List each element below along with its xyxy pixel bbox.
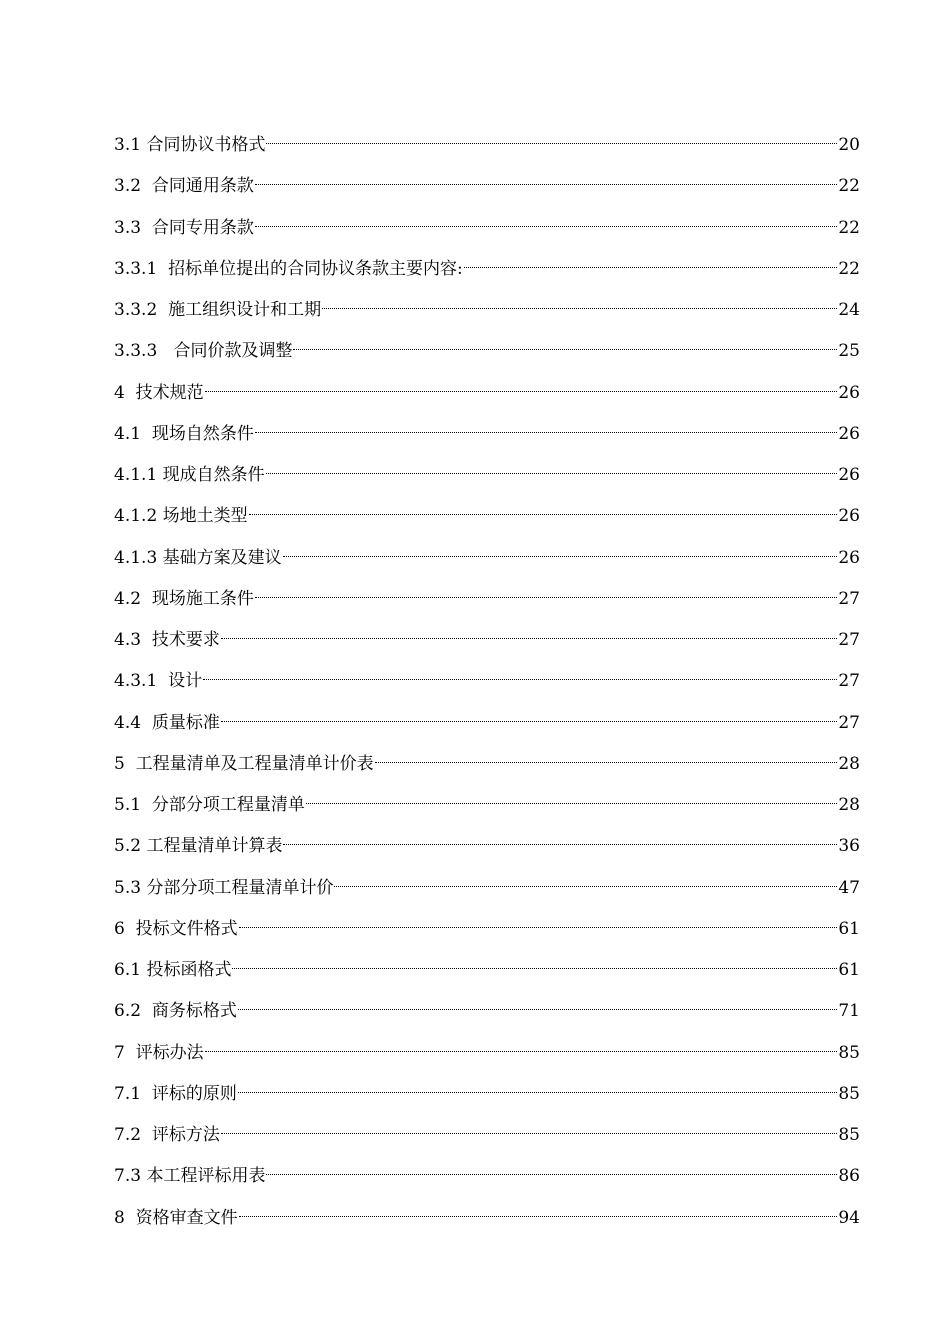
toc-dot-leader <box>266 1155 837 1181</box>
toc-entry-title: 6 投标文件格式 <box>114 918 238 939</box>
toc-entry-title: 3.2 合同通用条款 <box>114 176 254 197</box>
toc-entry-title: 4.1.2 场地土类型 <box>114 506 248 527</box>
toc-entry-page-number: 22 <box>838 217 860 238</box>
toc-entry-title: 4 技术规范 <box>114 382 204 403</box>
toc-entry[interactable] <box>114 784 860 825</box>
toc-entry[interactable] <box>114 454 860 495</box>
toc-dot-leader <box>239 1197 838 1223</box>
toc-entry[interactable] <box>114 207 860 248</box>
toc-entry[interactable] <box>114 1114 860 1155</box>
toc-entry[interactable] <box>114 867 860 908</box>
toc-dot-leader <box>306 784 838 810</box>
toc-entry-page-number: 28 <box>838 795 860 815</box>
toc-entry-title: 4.4 质量标准 <box>114 712 220 733</box>
toc-entry-page-number: 27 <box>838 588 860 609</box>
toc-entry[interactable] <box>114 1155 860 1196</box>
toc-entry-title: 5.2 工程量清单计算表 <box>114 836 283 857</box>
toc-dot-leader <box>232 949 837 975</box>
toc-entry-page-number: 20 <box>838 135 860 155</box>
toc-entry[interactable] <box>114 702 860 743</box>
toc-entry-title: 3.3.1 招标单位提出的合同协议条款主要内容: <box>114 258 463 279</box>
toc-dot-leader <box>283 825 837 851</box>
toc-entry-page-number: 26 <box>838 423 860 444</box>
toc-entry-page-number: 27 <box>838 671 860 692</box>
toc-dot-leader <box>249 495 838 521</box>
toc-entry-page-number: 94 <box>838 1207 860 1228</box>
toc-dot-leader <box>375 743 838 769</box>
toc-entry-title: 8 资格审查文件 <box>114 1207 238 1228</box>
toc-entry[interactable] <box>114 413 860 454</box>
toc-entry[interactable] <box>114 743 860 784</box>
toc-dot-leader <box>266 124 837 150</box>
toc-entry-title: 7.3 本工程评标用表 <box>114 1166 266 1187</box>
toc-entry-title: 4.1 现场自然条件 <box>114 423 254 444</box>
toc-entry-title: 4.3 技术要求 <box>114 630 220 650</box>
toc-entry-page-number: 36 <box>838 836 860 857</box>
toc-dot-leader <box>266 454 838 480</box>
toc-entry-title: 4.1.1 现成自然条件 <box>114 465 265 485</box>
toc-entry-title: 3.1 合同协议书格式 <box>114 135 266 155</box>
toc-dot-leader <box>283 537 838 563</box>
toc-entry-page-number: 24 <box>838 300 860 320</box>
toc-dot-leader <box>255 413 838 439</box>
toc-dot-leader <box>221 619 838 645</box>
toc-entry-page-number: 28 <box>838 753 860 774</box>
toc-entry[interactable] <box>114 990 860 1031</box>
toc-entry-page-number: 25 <box>838 341 860 362</box>
toc-entry[interactable] <box>114 248 860 289</box>
toc-entry-page-number: 86 <box>838 1166 860 1187</box>
toc-entry[interactable] <box>114 495 860 536</box>
toc-dot-leader <box>255 207 838 233</box>
toc-entry-page-number: 26 <box>838 382 860 403</box>
toc-dot-leader <box>238 1073 838 1099</box>
toc-dot-leader <box>205 1032 838 1058</box>
toc-dot-leader <box>238 990 838 1016</box>
toc-entry[interactable] <box>114 1197 860 1238</box>
toc-dot-leader <box>221 1114 838 1140</box>
toc-entry-title: 6.1 投标函格式 <box>114 960 232 980</box>
toc-entry[interactable] <box>114 372 860 413</box>
toc-entry-page-number: 85 <box>838 1083 860 1104</box>
toc-entry-page-number: 71 <box>838 1001 860 1022</box>
toc-entry-page-number: 61 <box>838 918 860 939</box>
toc-entry-title: 4.3.1 设计 <box>114 671 203 692</box>
toc-entry-title: 3.3.2 施工组织设计和工期 <box>114 300 322 320</box>
toc-entry-page-number: 26 <box>838 547 860 568</box>
toc-entry[interactable] <box>114 289 860 330</box>
toc-entry[interactable] <box>114 578 860 619</box>
toc-entry[interactable] <box>114 124 860 165</box>
toc-entry-title: 4.1.3 基础方案及建议 <box>114 547 282 568</box>
toc-dot-leader <box>203 660 837 686</box>
toc-entry[interactable] <box>114 949 860 990</box>
toc-entry-title: 5.1 分部分项工程量清单 <box>114 795 305 815</box>
toc-dot-leader <box>221 702 838 728</box>
toc-entry-page-number: 27 <box>838 712 860 733</box>
toc-entry-page-number: 22 <box>838 176 860 197</box>
toc-entry[interactable] <box>114 908 860 949</box>
toc-entry-title: 7 评标办法 <box>114 1042 204 1063</box>
toc-dot-leader <box>334 867 837 893</box>
toc-entry-title: 4.2 现场施工条件 <box>114 588 254 609</box>
toc-entry-page-number: 61 <box>838 960 860 980</box>
toc-entry-page-number: 47 <box>838 877 860 898</box>
toc-entry-title: 7.1 评标的原则 <box>114 1083 237 1104</box>
table-of-contents <box>114 124 860 1238</box>
toc-entry[interactable] <box>114 619 860 660</box>
toc-entry-page-number: 85 <box>838 1042 860 1063</box>
toc-dot-leader <box>239 908 838 934</box>
toc-entry-page-number: 85 <box>838 1125 860 1145</box>
toc-entry-page-number: 22 <box>838 258 860 279</box>
toc-entry[interactable] <box>114 330 860 371</box>
toc-dot-leader <box>255 578 838 604</box>
toc-entry[interactable] <box>114 1073 860 1114</box>
toc-entry-page-number: 26 <box>838 465 860 485</box>
toc-entry-title: 3.3 合同专用条款 <box>114 217 254 238</box>
toc-dot-leader <box>205 372 838 398</box>
toc-entry-title: 3.3.3 合同价款及调整 <box>114 341 293 362</box>
toc-entry[interactable] <box>114 825 860 866</box>
toc-entry[interactable] <box>114 1032 860 1073</box>
toc-entry-page-number: 26 <box>838 506 860 527</box>
toc-entry-title: 6.2 商务标格式 <box>114 1001 237 1022</box>
toc-entry-page-number: 27 <box>838 630 860 650</box>
toc-dot-leader <box>293 330 837 356</box>
toc-entry-title: 5.3 分部分项工程量清单计价 <box>114 877 334 898</box>
toc-entry[interactable] <box>114 165 860 206</box>
toc-dot-leader <box>464 248 838 274</box>
toc-entry-title: 5 工程量清单及工程量清单计价表 <box>114 753 374 774</box>
toc-dot-leader <box>322 289 837 315</box>
toc-entry[interactable] <box>114 537 860 578</box>
toc-entry-title: 7.2 评标方法 <box>114 1125 220 1145</box>
toc-entry[interactable] <box>114 660 860 701</box>
toc-dot-leader <box>255 165 838 191</box>
